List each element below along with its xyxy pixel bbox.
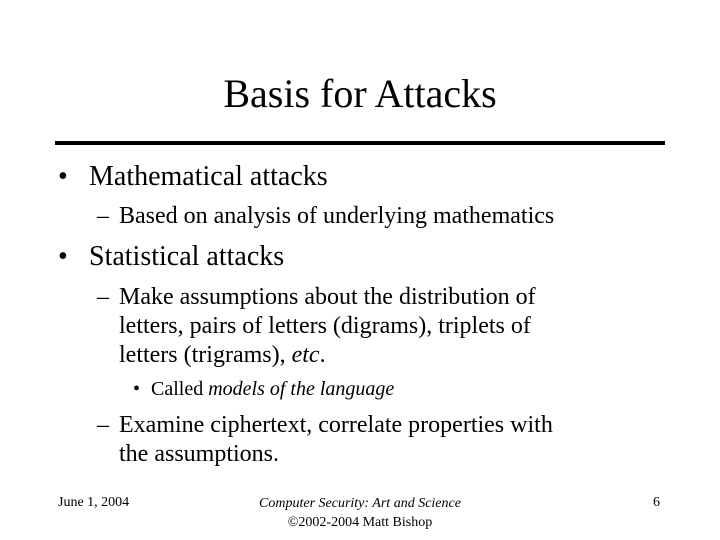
etc-italic: etc bbox=[291, 342, 320, 368]
subbullet-text: Based on analysis of underlying mathematics bbox=[119, 203, 555, 229]
title-divider bbox=[55, 141, 665, 145]
subbullet-line-1: Make assumptions about the distribution of bbox=[119, 284, 536, 310]
slide-title: Basis for Attacks bbox=[223, 71, 497, 116]
footer-course bbox=[220, 494, 500, 532]
dash-icon: – bbox=[97, 412, 109, 438]
footer-course-title: Computer Security: Art and Science bbox=[259, 496, 461, 511]
line-3-text: letters (trigrams), bbox=[119, 342, 292, 368]
subbullet-based-on-analysis bbox=[97, 202, 554, 231]
page-number: 6 bbox=[653, 495, 660, 510]
subsub-italic: models of the language bbox=[208, 378, 395, 400]
bullet-text: Mathematical attacks bbox=[89, 161, 328, 192]
line-3-period: . bbox=[319, 342, 326, 368]
subbullet-examine-ciphertext bbox=[97, 411, 553, 469]
bullet-mathematical-attacks bbox=[58, 161, 328, 193]
bullet-icon: • bbox=[58, 161, 68, 192]
subbullet-line-2: letters, pairs of letters (digrams), triplets of bbox=[119, 313, 531, 339]
bullet-text: Statistical attacks bbox=[89, 241, 285, 272]
subbullet-line-2: the assumptions. bbox=[119, 441, 279, 467]
dash-icon: – bbox=[97, 203, 109, 229]
subbullet-make-assumptions bbox=[97, 283, 536, 370]
bullet-statistical-attacks bbox=[58, 241, 284, 273]
subsubbullet-models-of-language bbox=[133, 377, 394, 401]
subbullet-line-3 bbox=[97, 341, 536, 370]
footer-date: June 1, 2004 bbox=[58, 495, 130, 510]
bullet-icon: • bbox=[133, 378, 141, 400]
subbullet-line-1: Examine ciphertext, correlate properties with bbox=[119, 412, 553, 438]
footer-copyright: ©2002-2004 Matt Bishop bbox=[287, 515, 433, 530]
bullet-icon: • bbox=[58, 241, 68, 272]
subsub-text: Called bbox=[151, 378, 209, 400]
dash-icon: – bbox=[97, 284, 109, 310]
